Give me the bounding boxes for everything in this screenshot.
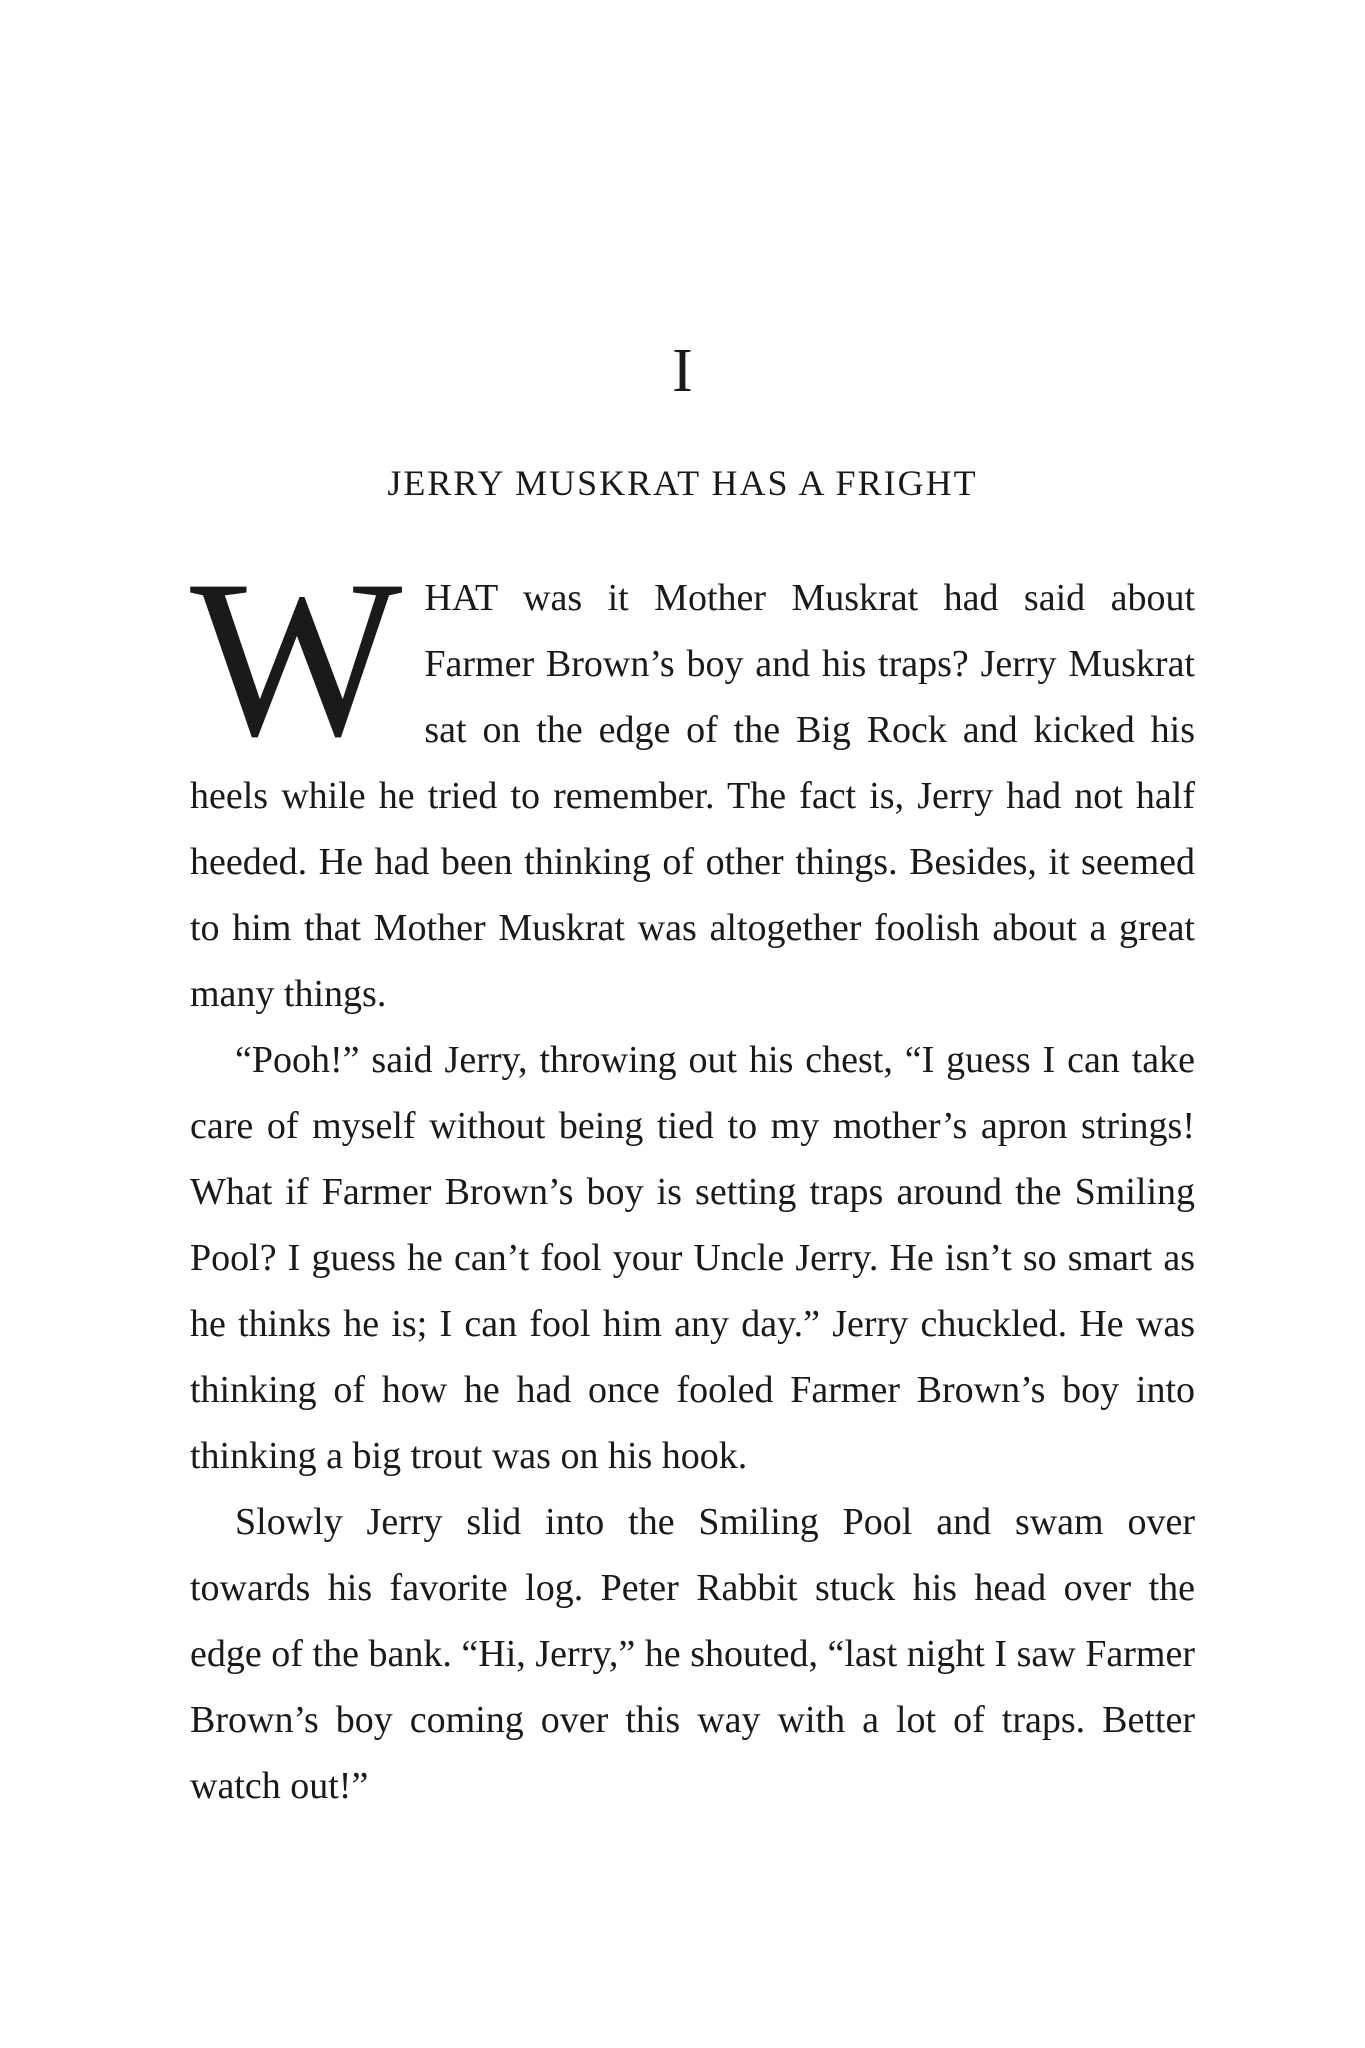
paragraph-3: Slowly Jerry slid into the Smiling Pool and swam over towards his favorite log. Peter Rabbit stuck his head over the edge of the bank. “Hi, Jerry,” he shouted, “last night I saw Farmer Brown’s boy coming over this way with a lot of traps. Better watch out!” (190, 1501, 1195, 1807)
paragraph-1 (190, 533, 1195, 1027)
paragraph-1-lead: HAT (424, 577, 498, 619)
drop-cap: W (190, 533, 403, 783)
paragraph-1-text: was it Mother Muskrat had said about Farmer Brown’s boy and his traps? Jerry Muskrat sat on the edge of the Big Rock and kicked his heels while he tried to remember. The fact is, Jerry had not half heeded. He had been thinking of other things. Besides, it seemed to him that Mother Muskrat was altogether foolish about a great many things. (190, 577, 1195, 1015)
chapter-title: JERRY MUSKRAT HAS A FRIGHT (387, 463, 978, 503)
chapter-number: I (672, 337, 693, 405)
chapter-body (190, 533, 1195, 1819)
paragraph-2: “Pooh!” said Jerry, throwing out his chest, “I guess I can take care of myself without being tied to my mother’s apron strings! What if Farmer Brown’s boy is setting traps around the Smiling Pool? I guess he can’t fool your Uncle Jerry. He isn’t so smart as he thinks he is; I can fool him any day.” Jerry chuckled. He was thinking of how he had once fooled Farmer Brown’s boy into thinking a big trout was on his hook. (190, 1039, 1195, 1477)
